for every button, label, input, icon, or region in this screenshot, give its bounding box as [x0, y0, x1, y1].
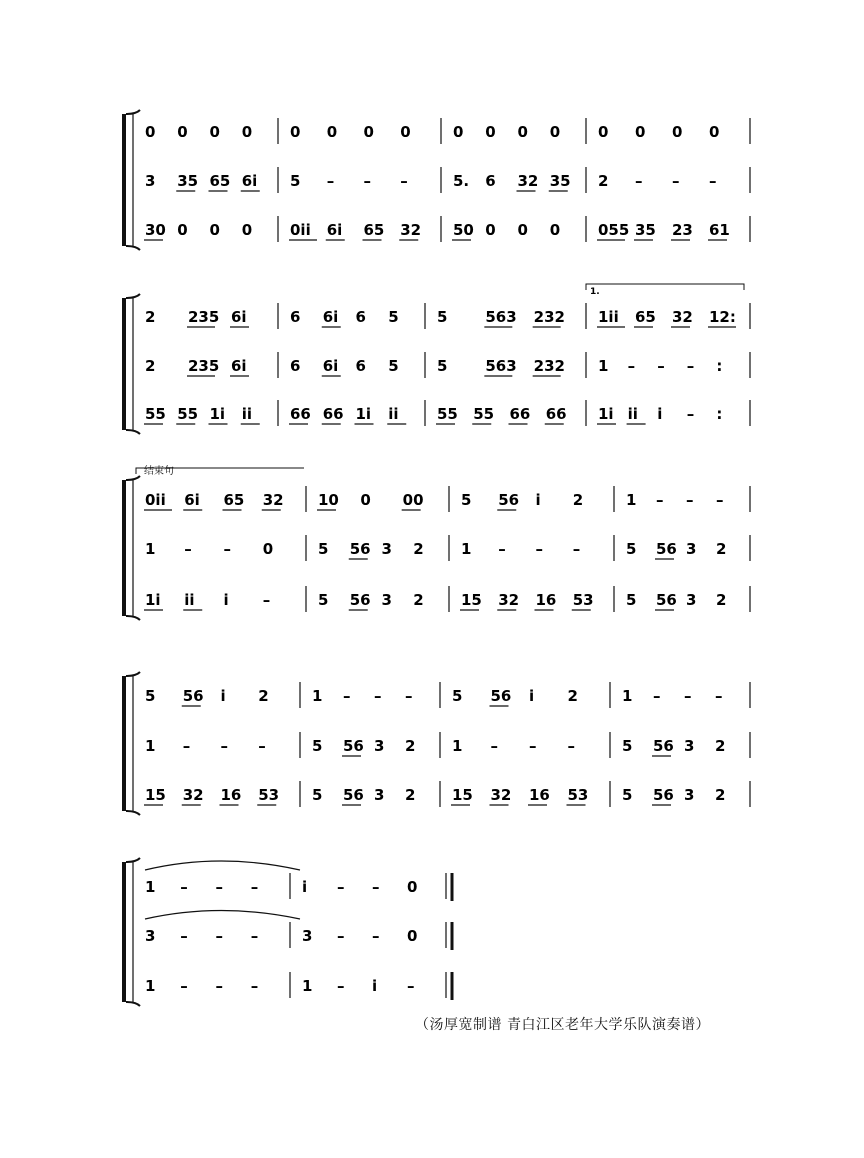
note-group: 5	[622, 786, 633, 804]
note-group: 1	[626, 491, 637, 509]
note-group: 5	[312, 737, 323, 755]
note-group: 2	[716, 591, 727, 609]
note-group: 0ii	[290, 221, 311, 239]
note-group: –	[372, 927, 380, 945]
note-group: 0	[400, 123, 411, 141]
note-group: 6	[290, 308, 301, 326]
note-group: –	[223, 540, 231, 558]
note-group: 5	[388, 308, 399, 326]
note-group: 0	[672, 123, 683, 141]
note-group: 10	[318, 491, 339, 509]
note-group: 2	[145, 308, 156, 326]
note-group: –	[657, 357, 665, 375]
note-group: –	[250, 977, 259, 995]
note-group: –	[572, 540, 581, 558]
note-group: 6i	[322, 308, 339, 326]
system-bracket	[122, 114, 126, 246]
note-group: 0	[407, 878, 418, 896]
bracket-hook	[126, 1002, 140, 1006]
note-group: –	[686, 357, 695, 375]
note-group: 2	[258, 687, 269, 705]
note-group: i	[302, 878, 308, 896]
note-group: –	[407, 977, 415, 995]
note-group: 6i	[184, 491, 200, 509]
note-group: 0	[241, 123, 253, 141]
note-group: 6	[290, 357, 301, 375]
note-group: i	[657, 405, 663, 423]
note-group: 56	[653, 737, 674, 755]
note-group: 66	[545, 405, 567, 423]
note-group: 6i	[231, 357, 247, 375]
note-group: –	[215, 977, 223, 995]
note-group: 1	[145, 977, 156, 995]
note-group: 2	[405, 737, 416, 755]
note-group: 0	[549, 123, 561, 141]
note-group: 56	[656, 540, 677, 558]
note-group: –	[343, 687, 351, 705]
bracket-hook	[126, 110, 140, 114]
note-group: 0ii	[145, 491, 166, 509]
note-group: 3	[684, 786, 695, 804]
note-group: 3	[686, 540, 697, 558]
note-group: 0	[549, 221, 561, 239]
note-group: 0	[485, 123, 496, 141]
note-group: 35	[635, 221, 656, 239]
note-group: 32	[262, 491, 284, 509]
bracket-hook	[126, 246, 140, 250]
note-group: 5	[318, 540, 329, 558]
note-group: 6i	[326, 221, 343, 239]
note-group: 56	[349, 540, 371, 558]
note-group: 56	[498, 491, 520, 509]
bracket-hook	[126, 616, 140, 620]
note-group: 56	[182, 687, 204, 705]
section-label: 结束句	[144, 466, 174, 477]
note-group: 32	[517, 172, 539, 190]
note-group: i	[535, 491, 541, 509]
note-group: 56	[343, 786, 364, 804]
note-group: ii	[388, 405, 399, 423]
note-group: 5	[388, 357, 399, 375]
note-group: –	[498, 540, 506, 558]
note-group: –	[686, 491, 694, 509]
note-group: 6	[485, 172, 496, 190]
note-group: 232	[533, 308, 565, 326]
note-group: –	[215, 878, 223, 896]
note-group: 5	[452, 687, 463, 705]
note-group: 1i	[209, 405, 226, 423]
note-group: –	[490, 737, 498, 755]
note-group: 35	[177, 172, 199, 190]
note-group: 5	[145, 687, 156, 705]
note-group: 66	[322, 405, 344, 423]
tie-arc	[145, 911, 300, 920]
note-group: 5	[626, 591, 637, 609]
note-group: –	[635, 172, 643, 190]
note-group: 1	[312, 687, 323, 705]
bracket-hook	[126, 430, 140, 434]
note-group: 55	[177, 405, 199, 423]
note-group: 1ii	[598, 308, 619, 326]
note-group: 32	[182, 786, 204, 804]
note-group: 3	[302, 927, 313, 945]
note-group: 0	[209, 123, 220, 141]
note-group: i	[223, 591, 229, 609]
note-group: 5	[437, 308, 448, 326]
note-group: –	[672, 172, 680, 190]
bracket-hook	[126, 476, 140, 480]
note-group: –	[363, 172, 371, 190]
note-group: 2	[145, 357, 156, 375]
note-group: 0	[145, 123, 156, 141]
note-group: 0	[209, 221, 220, 239]
note-group: 56	[490, 687, 512, 705]
note-group: 235	[188, 357, 220, 375]
note-group: 1i	[355, 405, 372, 423]
system-bracket	[122, 676, 126, 811]
note-group: 56	[656, 591, 677, 609]
note-group: 65	[363, 221, 385, 239]
note-group: 1	[598, 357, 609, 375]
note-group: 55	[145, 405, 166, 423]
note-group: –	[716, 491, 724, 509]
note-group: 0	[453, 123, 464, 141]
note-group: 16	[535, 591, 557, 609]
note-group: –	[250, 878, 259, 896]
note-group: –	[180, 878, 188, 896]
note-group: 563	[485, 357, 517, 375]
note-group: –	[180, 927, 188, 945]
bracket-hook	[126, 672, 140, 676]
volta-bracket	[586, 284, 744, 290]
note-group: 55	[437, 405, 458, 423]
note-group: 35	[549, 172, 571, 190]
note-group: 0	[517, 221, 528, 239]
note-group: 0	[290, 123, 301, 141]
note-group: 5	[290, 172, 301, 190]
note-group: 0	[363, 123, 374, 141]
note-group: 50	[453, 221, 474, 239]
note-group: 0	[407, 927, 418, 945]
note-group: 5	[461, 491, 472, 509]
note-group: 5	[626, 540, 637, 558]
note-group: –	[567, 737, 575, 755]
note-group: 0	[485, 221, 496, 239]
note-group: 65	[209, 172, 231, 190]
note-group: ii	[241, 405, 253, 423]
bracket-hook	[126, 858, 140, 862]
note-group: –	[715, 687, 723, 705]
note-group: 2	[598, 172, 609, 190]
note-group: 0	[517, 123, 528, 141]
note-group: 5	[622, 737, 633, 755]
note-group: 1	[461, 540, 472, 558]
note-group: 1	[622, 687, 633, 705]
note-group: 23	[672, 221, 693, 239]
note-group: 235	[188, 308, 220, 326]
note-group: ii	[627, 405, 638, 423]
note-group: 0	[709, 123, 720, 141]
note-group: –	[709, 172, 717, 190]
note-group: 66	[509, 405, 531, 423]
note-group: –	[258, 737, 266, 755]
note-group: –	[656, 491, 664, 509]
note-group: 32	[490, 786, 512, 804]
note-group: 3	[374, 786, 385, 804]
note-group: 3	[686, 591, 697, 609]
note-group: 56	[653, 786, 674, 804]
note-group: 15	[145, 786, 166, 804]
note-group: 6	[355, 308, 366, 326]
note-group: 0	[360, 491, 371, 509]
note-group: 2	[405, 786, 416, 804]
footer-credit: （汤厚宽制谱 青白江区老年大学乐队演奏谱）	[415, 1017, 710, 1033]
note-group: 53	[567, 786, 589, 804]
bracket-hook	[126, 811, 140, 815]
note-group: –	[215, 927, 223, 945]
note-group: 0	[326, 123, 338, 141]
note-group: 6i	[322, 357, 339, 375]
note-group: 2	[413, 540, 424, 558]
note-group: –	[529, 737, 537, 755]
note-group: 5	[437, 357, 448, 375]
note-group: –	[653, 687, 661, 705]
note-group: 65	[635, 308, 656, 326]
note-group: i	[372, 977, 378, 995]
note-group: 0	[177, 221, 188, 239]
note-group: –	[405, 687, 413, 705]
note-group: 1	[145, 540, 156, 558]
note-group: 15	[452, 786, 473, 804]
note-group: 1i	[145, 591, 161, 609]
note-group: 2	[413, 591, 424, 609]
note-group: 232	[533, 357, 565, 375]
note-group: 2	[567, 687, 578, 705]
note-group: 3	[145, 927, 156, 945]
note-group: –	[184, 540, 192, 558]
note-group: 0	[262, 540, 274, 558]
note-group: –	[262, 591, 271, 609]
note-group: 2	[715, 737, 726, 755]
note-group: 0	[598, 123, 609, 141]
note-group: 53	[258, 786, 280, 804]
note-group: 5	[318, 591, 329, 609]
note-group: 055	[598, 221, 630, 239]
note-group: 0	[241, 221, 253, 239]
note-group: 2	[715, 786, 726, 804]
note-group: –	[535, 540, 543, 558]
note-group: –	[337, 927, 345, 945]
note-group: 32	[672, 308, 693, 326]
tie-arc	[145, 861, 300, 870]
note-group: 0	[177, 123, 188, 141]
note-group: –	[220, 737, 228, 755]
volta-label: 1.	[590, 287, 600, 297]
note-group: 3	[381, 591, 392, 609]
note-group: 1	[145, 878, 156, 896]
note-group: –	[400, 172, 408, 190]
note-group: –	[627, 357, 636, 375]
note-group: 16	[529, 786, 550, 804]
note-group: 32	[400, 221, 422, 239]
note-group: 30	[145, 221, 166, 239]
note-group: 66	[290, 405, 311, 423]
note-group: –	[372, 878, 380, 896]
note-group: 1	[452, 737, 463, 755]
note-group: 56	[343, 737, 364, 755]
note-group: 55	[473, 405, 495, 423]
note-group: 6	[355, 357, 366, 375]
note-group: 5	[312, 786, 323, 804]
note-group: 6i	[241, 172, 258, 190]
note-group: –	[337, 977, 345, 995]
note-group: –	[182, 737, 191, 755]
note-group: :	[716, 405, 723, 423]
note-group: –	[686, 405, 695, 423]
bracket-hook	[126, 294, 140, 298]
note-group: i	[529, 687, 535, 705]
note-group: –	[337, 878, 345, 896]
note-group: 1	[302, 977, 313, 995]
note-group: i	[220, 687, 226, 705]
note-group: 3	[145, 172, 156, 190]
note-group: 1i	[598, 405, 614, 423]
note-group: 2	[572, 491, 584, 509]
note-group: 6i	[231, 308, 247, 326]
note-group: 0	[635, 123, 646, 141]
note-group: 5.	[453, 172, 470, 190]
note-group: 16	[220, 786, 242, 804]
note-group: 32	[498, 591, 520, 609]
note-group: 00	[402, 491, 424, 509]
system-bracket	[122, 862, 126, 1002]
note-group: 2	[716, 540, 727, 558]
note-group: 65	[223, 491, 245, 509]
note-group: 563	[485, 308, 517, 326]
note-group: –	[180, 977, 188, 995]
note-group: –	[326, 172, 335, 190]
note-group: ii	[184, 591, 195, 609]
note-group: –	[250, 927, 259, 945]
note-group: 3	[381, 540, 392, 558]
system-bracket	[122, 298, 126, 430]
note-group: –	[374, 687, 382, 705]
note-group: 53	[572, 591, 594, 609]
note-group: :	[716, 357, 723, 375]
note-group: 1	[145, 737, 156, 755]
note-group: 15	[461, 591, 482, 609]
note-group: 56	[349, 591, 371, 609]
note-group: 12:	[709, 308, 736, 326]
note-group: 61	[709, 221, 730, 239]
note-group: –	[684, 687, 692, 705]
system-bracket	[122, 480, 126, 616]
note-group: 3	[684, 737, 695, 755]
note-group: 3	[374, 737, 385, 755]
